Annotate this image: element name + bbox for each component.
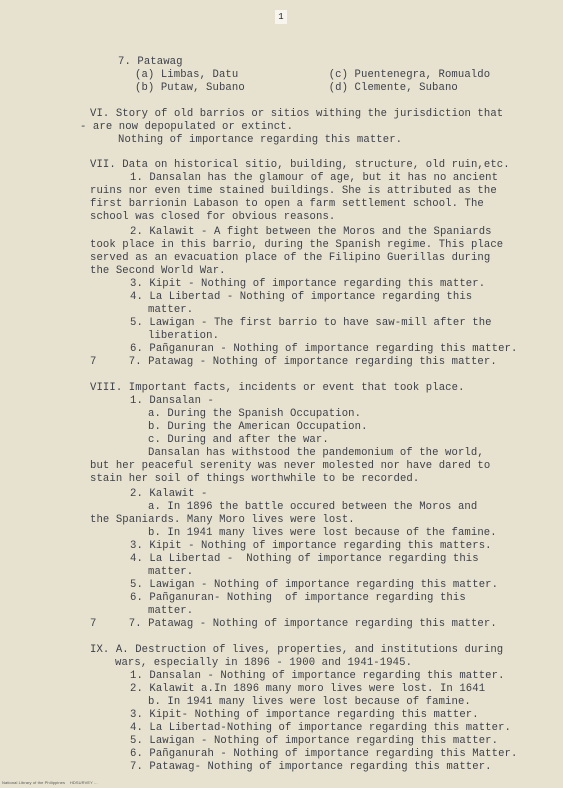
text-line: 1. Dansalan - bbox=[130, 395, 214, 407]
text-line: ruins nor even time stained buildings. She is attributed as the bbox=[90, 185, 497, 197]
text-line: Dansalan has withstood the pandemonium of the world, bbox=[148, 447, 484, 459]
text-line: - are now depopulated or extinct. bbox=[80, 121, 294, 133]
text-line: 2. Kalawit - A fight between the Moros and the Spaniards bbox=[130, 226, 492, 238]
text-line: (b) Putaw, Subano (d) Clemente, Subano bbox=[135, 82, 458, 94]
text-line: VIII. Important facts, incidents or event that took place. bbox=[90, 382, 465, 394]
text-line: 4. La Libertad - Nothing of importance regarding this bbox=[130, 553, 479, 565]
footer-text: National Library of the Philippines HDSURVEY ... bbox=[2, 780, 99, 785]
text-line: first barrionin Labason to open a farm settlement school. The bbox=[90, 198, 484, 210]
text-line: 3. Kipit - Nothing of importance regarding this matter. bbox=[130, 278, 486, 290]
text-line: took place in this barrio, during the Spanish regime. This place bbox=[90, 239, 504, 251]
text-line: a. During the Spanish Occupation. bbox=[148, 408, 362, 420]
text-line: the Spaniards. Many Moro lives were lost. bbox=[90, 514, 355, 526]
text-line: 4. La Libertad-Nothing of importance regarding this matter. bbox=[130, 722, 511, 734]
text-line: liberation. bbox=[148, 330, 220, 342]
text-line: 6. Pañganurah - Nothing of importance regarding this Matter. bbox=[130, 748, 518, 760]
text-line: served as an evacuation place of the Filipino Guerillas during bbox=[90, 252, 491, 264]
text-line: b. During the American Occupation. bbox=[148, 421, 368, 433]
text-line: (a) Limbas, Datu (c) Puentenegra, Romualdo bbox=[135, 69, 491, 81]
text-line: a. In 1896 the battle occured between the Moros and bbox=[148, 501, 478, 513]
text-line: 6. Pañganuran - Nothing of importance regarding this matter. bbox=[130, 343, 518, 355]
text-line: stain her soil of things worthwhile to be recorded. bbox=[90, 473, 420, 485]
text-line: 2. Kalawit a.In 1896 many moro lives were lost. In 1641 bbox=[130, 683, 486, 695]
text-line: but her peaceful serenity was never molested nor have dared to bbox=[90, 460, 491, 472]
text-line: VI. Story of old barrios or sitios withing the jurisdiction that bbox=[90, 108, 504, 120]
text-line: 5. Lawigan - The first barrio to have saw-mill after the bbox=[130, 317, 492, 329]
text-line: wars, especially in 1896 - 1900 and 1941-1945. bbox=[115, 657, 413, 669]
text-line: 3. Kipit- Nothing of importance regarding this matter. bbox=[130, 709, 479, 721]
text-line: 5. Lawigan - Nothing of importance regarding this matter. bbox=[130, 735, 499, 747]
text-line: b. In 1941 many lives were lost because of famine. bbox=[148, 696, 471, 708]
text-line: matter. bbox=[148, 304, 194, 316]
text-line: 6. Pañganuran- Nothing of importance regarding this bbox=[130, 592, 466, 604]
text-line: 7. Patawag- Nothing of importance regarding this matter. bbox=[130, 761, 492, 773]
text-line: 1. Dansalan - Nothing of importance regarding this matter. bbox=[130, 670, 505, 682]
text-line: 7 7. Patawag - Nothing of importance regarding this matter. bbox=[90, 356, 497, 368]
text-line: 2. Kalawit - bbox=[130, 488, 208, 500]
text-line: b. In 1941 many lives were lost because of the famine. bbox=[148, 527, 497, 539]
text-line: VII. Data on historical sitio, building, structure, old ruin,etc. bbox=[90, 159, 510, 171]
text-line: matter. bbox=[148, 605, 194, 617]
text-line: c. During and after the war. bbox=[148, 434, 329, 446]
text-line: 7. Patawag bbox=[118, 56, 183, 68]
page-mark: 1 bbox=[275, 10, 287, 24]
text-line: 4. La Libertad - Nothing of importance regarding this bbox=[130, 291, 473, 303]
text-line: 7 7. Patawag - Nothing of importance regarding this matter. bbox=[90, 618, 497, 630]
text-line: matter. bbox=[148, 566, 194, 578]
text-line: 3. Kipit - Nothing of importance regarding this matters. bbox=[130, 540, 492, 552]
text-line: Nothing of importance regarding this matter. bbox=[118, 134, 403, 146]
text-line: 1. Dansalan has the glamour of age, but it has no ancient bbox=[130, 172, 499, 184]
text-line: 5. Lawigan - Nothing of importance regarding this matter. bbox=[130, 579, 499, 591]
text-line: the Second World War. bbox=[90, 265, 226, 277]
text-line: IX. A. Destruction of lives, properties, and institutions during bbox=[90, 644, 504, 656]
text-line: school was closed for obvious reasons. bbox=[90, 211, 336, 223]
